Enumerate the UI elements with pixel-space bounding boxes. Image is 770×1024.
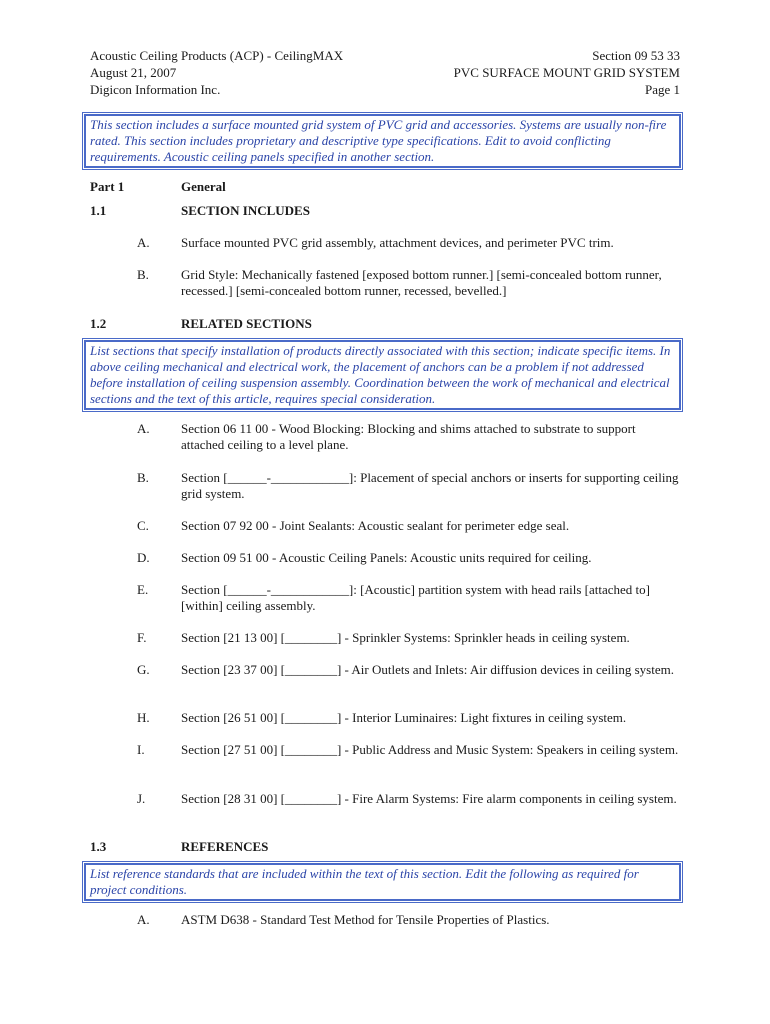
- header-date: August 21, 2007: [90, 65, 177, 80]
- header-section-title: PVC SURFACE MOUNT GRID SYSTEM: [453, 65, 680, 80]
- section-title: SECTION INCLUDES: [181, 203, 310, 218]
- item-letter: A.: [137, 912, 150, 927]
- part-title: General: [181, 179, 226, 194]
- part-number: Part 1: [90, 179, 125, 194]
- header-right: [454, 47, 680, 98]
- item-letter: B.: [137, 267, 149, 282]
- item-letter: J.: [137, 791, 146, 806]
- item-text: Section [21 13 00] [________] - Sprinkler Systems: Sprinkler heads in ceiling system.: [181, 630, 630, 645]
- item-text: Grid Style: Mechanically fastened [exposed bottom runner.] [semi-concealed bottom runner, recessed.] [semi-concealed bottom runner, recessed, bevelled.]: [181, 267, 662, 298]
- header-product: Acoustic Ceiling Products (ACP) - CeilingMAX: [90, 48, 344, 63]
- item-text: Section 06 11 00 - Wood Blocking: Blocking and shims attached to substrate to support attached ceiling to a level plane.: [181, 421, 636, 452]
- references-note: List reference standards that are included within the text of this section. Edit the following as required for project conditions.: [84, 863, 681, 901]
- item-text: Section 09 51 00 - Acoustic Ceiling Panels: Acoustic units required for ceiling.: [181, 550, 592, 565]
- item-letter: H.: [137, 710, 150, 725]
- item-letter: C.: [137, 518, 149, 533]
- section-number: 1.2: [90, 316, 107, 331]
- item-text: Section [______-____________]: [Acoustic] partition system with head rails [attached to] [within] ceiling assembly.: [181, 582, 650, 613]
- item-text: Section [23 37 00] [________] - Air Outlets and Inlets: Air diffusion devices in ceiling system.: [181, 662, 674, 677]
- item-text: Section [27 51 00] [________] - Public Address and Music System: Speakers in ceiling system.: [181, 742, 679, 757]
- item-text: Surface mounted PVC grid assembly, attachment devices, and perimeter PVC trim.: [181, 235, 614, 250]
- item-letter: I.: [137, 742, 145, 757]
- related-sections-note: List sections that specify installation of products directly associated with this section; indicate specific items. In above ceiling mechanical and electrical work, the placement of anchors can be a problem if not addressed before installation of ceiling suspension assembly. Coordination between the work of mechanical and electrical sections and the text of this article, requires special consideration.: [84, 340, 681, 410]
- section-number: 1.1: [90, 203, 107, 218]
- item-letter: D.: [137, 550, 150, 565]
- item-letter: B.: [137, 470, 149, 485]
- item-text: Section 07 92 00 - Joint Sealants: Acoustic sealant for perimeter edge seal.: [181, 518, 570, 533]
- section-number: 1.3: [90, 839, 107, 854]
- header-company: Digicon Information Inc.: [90, 82, 221, 97]
- header-left: [90, 47, 343, 98]
- item-letter: F.: [137, 630, 147, 645]
- header-page-number: Page 1: [644, 82, 680, 97]
- intro-note: This section includes a surface mounted grid system of PVC grid and accessories. Systems are usually non-fire rated. This section includes proprietary and descriptive type specifications. Edit to avoid conflicting requirements. Acoustic ceiling panels specified in another section.: [84, 114, 681, 168]
- item-text: Section [______-____________]: Placement of special anchors or inserts for supporting ceiling grid system.: [181, 470, 679, 501]
- item-text: Section [26 51 00] [________] - Interior Luminaires: Light fixtures in ceiling system.: [181, 710, 627, 725]
- section-title: REFERENCES: [181, 839, 269, 854]
- item-letter: A.: [137, 235, 150, 250]
- item-letter: E.: [137, 582, 149, 597]
- header-section-number: Section 09 53 33: [592, 48, 680, 63]
- item-letter: A.: [137, 421, 150, 436]
- item-text: ASTM D638 - Standard Test Method for Tensile Properties of Plastics.: [181, 912, 550, 927]
- section-title: RELATED SECTIONS: [181, 316, 312, 331]
- item-letter: G.: [137, 662, 150, 677]
- item-text: Section [28 31 00] [________] - Fire Alarm Systems: Fire alarm components in ceiling system.: [181, 791, 677, 806]
